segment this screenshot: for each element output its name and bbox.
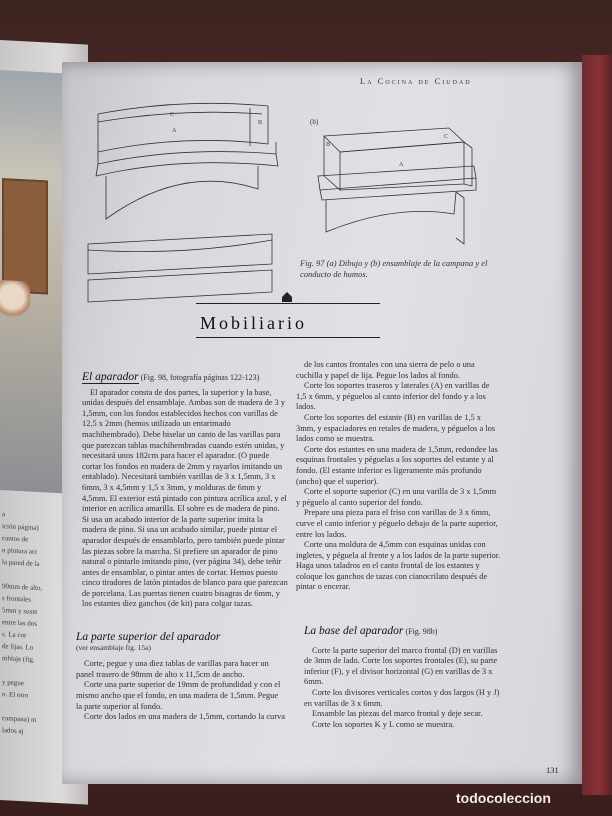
left-page-line: campana) m <box>2 714 37 724</box>
left-page-line: 90mm de alto, <box>2 582 43 593</box>
section-rule-top <box>196 303 380 304</box>
watermark <box>456 790 551 806</box>
aparador-heading: El aparador <box>82 371 139 383</box>
left-page-line: y pegue <box>2 678 24 688</box>
base-heading: La base del aparador <box>304 625 404 637</box>
base-p1: Corte la parte superior del marco frontal (D) en varillas de 3mm de lado. Corte los soportes frontales (E), su parte inferior (F), y el divisor horizontal (G) en varillas de 3 x 6mm. <box>304 645 498 687</box>
parte-superior-p3: Corte dos lados en una madera de 1,5mm, cortando la curva <box>84 712 285 722</box>
fig-b-label-b2: B <box>326 142 331 148</box>
right-top-column <box>296 360 501 593</box>
parte-superior-column <box>76 632 286 723</box>
left-page-line: de lijas. Lo <box>2 642 34 652</box>
figure-b-assembly <box>304 114 484 264</box>
right-paragraph-1: de los cantos frontales con una sierra de pelo o una cuchilla y papel de lija. Pegue los lados al fondo. <box>296 360 475 380</box>
fig-b-label-b: (b) <box>310 118 319 126</box>
fig-b-label-c: C <box>444 134 449 140</box>
parte-superior-heading: La parte superior del aparador <box>76 631 221 643</box>
fig-b-label-a: A <box>399 162 404 168</box>
fig-a-label-a: A <box>172 128 177 134</box>
left-page-line: s. La cor <box>2 630 27 640</box>
right-paragraph-3: Corte los soportes del estante (B) en varillas de 1,5 x 3mm, y espaciadores en retales de madera, y péguelos a los lados como se muestra. <box>296 412 496 444</box>
figure-caption: Fig. 97 (a) Dibujo y (b) ensamblaje de la campana y el conducto de humos. <box>300 258 488 279</box>
aparador-column <box>82 372 288 610</box>
aparador-body: El aparador consta de dos partes, la superior y la base, unidas después del ensamblaje. Ambas son de madera de 3 y 1,5mm, con los fondos establecidos hechos con varillas de 12,5 x 2mm (hemos utilizado un entarimado machihembrado). Debe biselar un canto de las varillas para que parezcan tablas machihembradas cuando estén unidas, y necesitará unos 182cm para hacer el aparador. (O puede cortar los fondos en madera de 2mm y rayarlos imitando un entablado). Necesitará también varillas de 3 x 1,5mm, 3 x 6mm, 3 x 4,5mm y 1,5 x 3mm, y molduras de 6mm y 4,5mm. El exterior está pintado con pintura acrílica azul, y el interior en acrílica amarilla. El sobre es de madera de pino. Si usa un acabado interior de la parte superior imita la madera de pino. Si usa un acabado similar, puede pintar el aparador después de ensamblarlo, pero también puede pintar las piezas sobre la marcha. Si prefiere un aparador de pino natural o pintarlo imitando pino, (ver página 34), debe teñir antes de ensamblar, o pintar antes de cortar. Hemos puesto cinco tiradores de latón pintados de blanco para que parezcan de porcelana. Las puertas tienen cuatro bisagras de 6mm, y los estantes diez ganchos (de kit) para colgar tazas. <box>82 387 288 609</box>
parte-superior-p1: Corte, pegue y una diez tablas de varillas para hacer un panel trasero de 98mm de alto x 11,5cm de ancho. <box>76 659 269 679</box>
fig-a-label-c: C <box>170 112 175 118</box>
right-paragraph-6: Prepare una pieza para el friso con varillas de 3 x 6mm, curve el canto inferior y péguelo debajo de la parte superior, entre los lados. <box>296 508 498 539</box>
left-page-line: entre las dos <box>2 618 37 628</box>
fig-a-label-b: B <box>258 120 263 126</box>
house-icon <box>281 291 293 303</box>
section-title: Mobiliario <box>200 313 307 333</box>
right-paragraph-4: Corte dos estantes en una madera de 1,5mm, redondee las esquinas frontales y péguelas a los soportes del estante y al fondo. (El estante inferior es ligeramente más profundo (ancho) que el superior). <box>296 444 498 486</box>
base-column <box>304 626 504 730</box>
flowers <box>0 280 30 322</box>
parte-superior-ref: (ver ensamblaje fig. 15a) <box>76 642 151 652</box>
base-p4: Corte los soportes K y L como se muestra. <box>312 719 455 729</box>
left-page-line: mblaje (fig. <box>2 654 35 664</box>
base-p2: Corte los divisores verticales cortos y dos largos (H y J) en varillas de 3 x 6mm. <box>304 687 500 708</box>
right-paragraph-2: Corte los soportes traseros y laterales (A) en varillas de 1,5 x 6mm, y péguelos al canto inferior del fondo y a los lados. <box>296 381 490 412</box>
aparador-ref: (Fig. 98, fotografía páginas 122-123) <box>140 373 260 382</box>
left-page-line: la pared de la <box>2 558 40 569</box>
right-paragraph-7: Corte una moldura de 4,5mm con esquinas unidas con ingletes, y péguela al frente y a los lados de la parte superior. Haga unos taladros en el canto frontal de los estantes y coloque los ganchos de tazas con cianocrilato después de pintar o encerar. <box>296 540 501 592</box>
book-cover-edge <box>582 55 612 795</box>
section-rule-bottom <box>196 337 380 338</box>
left-page-line: n pintura acr <box>2 546 38 556</box>
left-page-line: ición página) <box>2 522 39 533</box>
left-page-line: lados aj <box>2 726 24 736</box>
left-page-line: o. El otro <box>2 690 29 700</box>
left-page-line: cantos de <box>2 534 29 544</box>
left-page-line: a <box>2 510 6 519</box>
left-page-line: 5mm y suste <box>2 606 38 616</box>
left-page-line: s frontales <box>2 594 31 604</box>
page-number: 131 <box>546 765 559 775</box>
base-p3: Ensamble las piezas del marco frontal y deje secar. <box>312 709 483 719</box>
watermark-brand: todocoleccion <box>456 790 551 806</box>
base-ref: (Fig. 98b) <box>405 627 438 636</box>
right-paragraph-5: Corte el soporte superior (C) en una varilla de 3 x 1,5mm y péguelo al canto superior del fondo. <box>296 487 497 507</box>
parte-superior-p2: Corte una parte superior de 19mm de profundidad y con el mismo ancho que el fondo, en una madera de 1,5mm. Pegue la parte superior al fondo. <box>76 680 281 711</box>
running-head: La Cocina de Ciudad <box>360 76 472 86</box>
corkboard <box>2 178 48 294</box>
figure-a-drawing <box>82 94 292 304</box>
